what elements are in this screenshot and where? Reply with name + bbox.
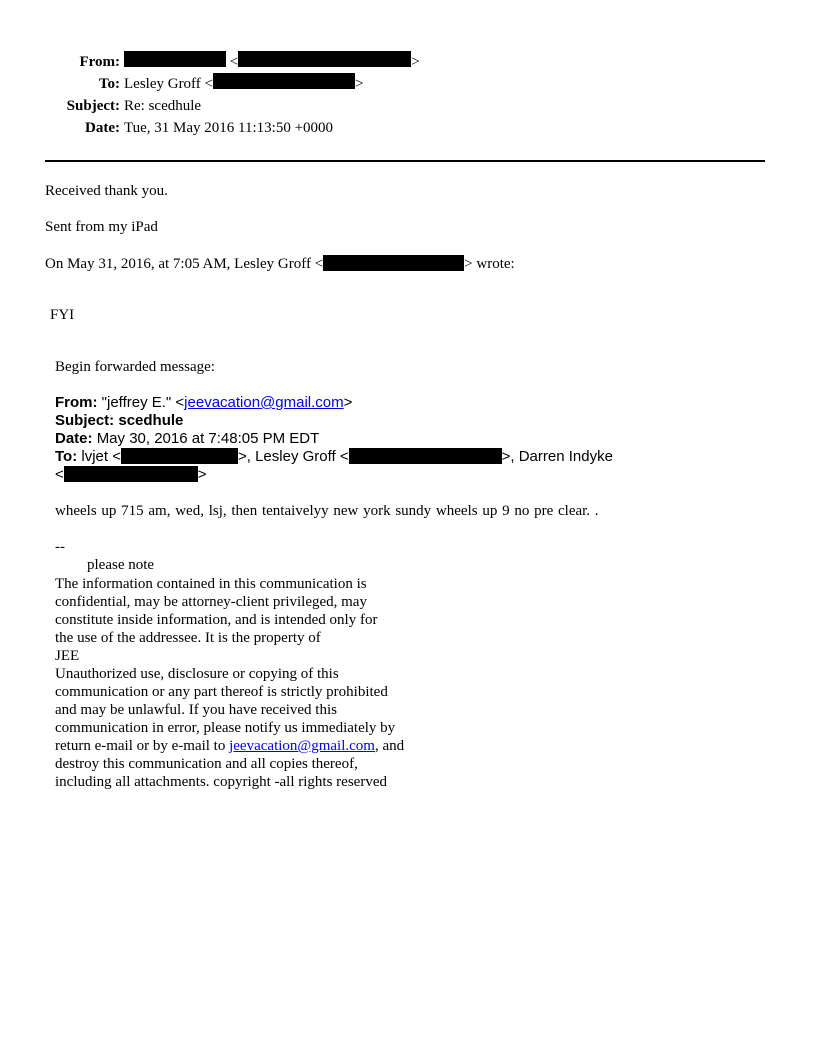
fwd-date-row (55, 430, 613, 448)
fwd-subject-row (55, 412, 613, 430)
fwd-to-row: To: lvjet < >, Lesley Groff < >, Darren Indyke (55, 448, 613, 465)
disclaimer (55, 575, 404, 791)
date-label: Date: (85, 120, 120, 136)
to-row: To: Lesley Groff < > (0, 73, 420, 95)
fwd-to-label: To: (55, 448, 78, 465)
header-divider (45, 160, 765, 162)
disclaimer-line: communication or any part thereof is strictly prohibited (55, 684, 388, 700)
fwd-date-label: Date: (55, 430, 93, 447)
subject-row (0, 95, 420, 117)
disclaimer-line: and may be unlawful. If you have received this (55, 702, 337, 718)
quote-wrote-text: > wrote: (464, 256, 515, 272)
begin-forwarded-text: Begin forwarded message: (55, 359, 215, 375)
fwd-subject-value: scedhule (118, 412, 184, 429)
redacted-sender-name (124, 51, 226, 67)
disclaimer-line: constitute inside information, and is intended only for (55, 612, 378, 628)
fwd-from-email-link[interactable]: jeevacation@gmail.com (184, 394, 344, 411)
received-text: Received thank you. (45, 183, 168, 199)
quote-intro-text: On May 31, 2016, at 7:05 AM, Lesley Groff < (45, 256, 324, 272)
date-value: Tue, 31 May 2016 11:13:50 +0000 (124, 120, 334, 136)
fwd-from-row: From: "jeffrey E." <jeevacation@gmail.com> (55, 394, 353, 411)
disclaimer-email-link[interactable]: jeevacation@gmail.com (229, 738, 375, 754)
fwd-from-name: "jeffrey E." < (101, 394, 185, 411)
disclaimer-line: destroy this communication and all copies thereof, (55, 756, 358, 772)
message-body: wheels up 715 am, wed, lsj, then tentaivelyy new york sundy wheels up 9 no pre clear. . (55, 503, 599, 519)
fyi-text: FYI (50, 307, 75, 323)
please-note: please note (87, 557, 155, 573)
fwd-to-row-cont: < > (55, 466, 207, 483)
from-row: From: < > (0, 51, 420, 73)
subject-label: Subject: (66, 98, 120, 114)
date-row (0, 117, 420, 139)
email-header (0, 51, 420, 139)
forwarded-header (55, 394, 613, 484)
sent-from-text: Sent from my iPad (45, 219, 158, 235)
disclaimer-line: including all attachments. copyright -all rights reserved (55, 774, 387, 790)
disclaimer-line: Unauthorized use, disclosure or copying of this (55, 666, 339, 682)
subject-value: Re: scedhule (124, 98, 202, 114)
fwd-subject-label: Subject: (55, 412, 115, 429)
signature-dashes: -- (55, 539, 65, 555)
redacted-lvjet-email (121, 448, 238, 464)
to-label: To: (98, 76, 120, 92)
redacted-groff-email (349, 448, 502, 464)
quote-intro (45, 255, 515, 273)
fwd-date-value: May 30, 2016 at 7:48:05 PM EDT (96, 430, 320, 447)
redacted-indyke-email (64, 466, 198, 482)
disclaimer-line: The information contained in this communication is (55, 576, 367, 592)
disclaimer-return-line: return e-mail or by e-mail to jeevacation@gmail.com, and (55, 738, 405, 754)
disclaimer-line: the use of the addressee. It is the property of (55, 630, 321, 646)
from-label: From: (79, 54, 120, 70)
to-name: Lesley Groff (124, 76, 201, 92)
disclaimer-line: JEE (55, 648, 80, 664)
redacted-sender-email (238, 51, 411, 67)
redacted-quote-email (323, 255, 464, 271)
fwd-from-label: From: (55, 394, 98, 411)
disclaimer-line: communication in error, please notify us immediately by (55, 720, 396, 736)
redacted-to-email (213, 73, 355, 89)
disclaimer-line: confidential, may be attorney-client privileged, may (55, 594, 367, 610)
